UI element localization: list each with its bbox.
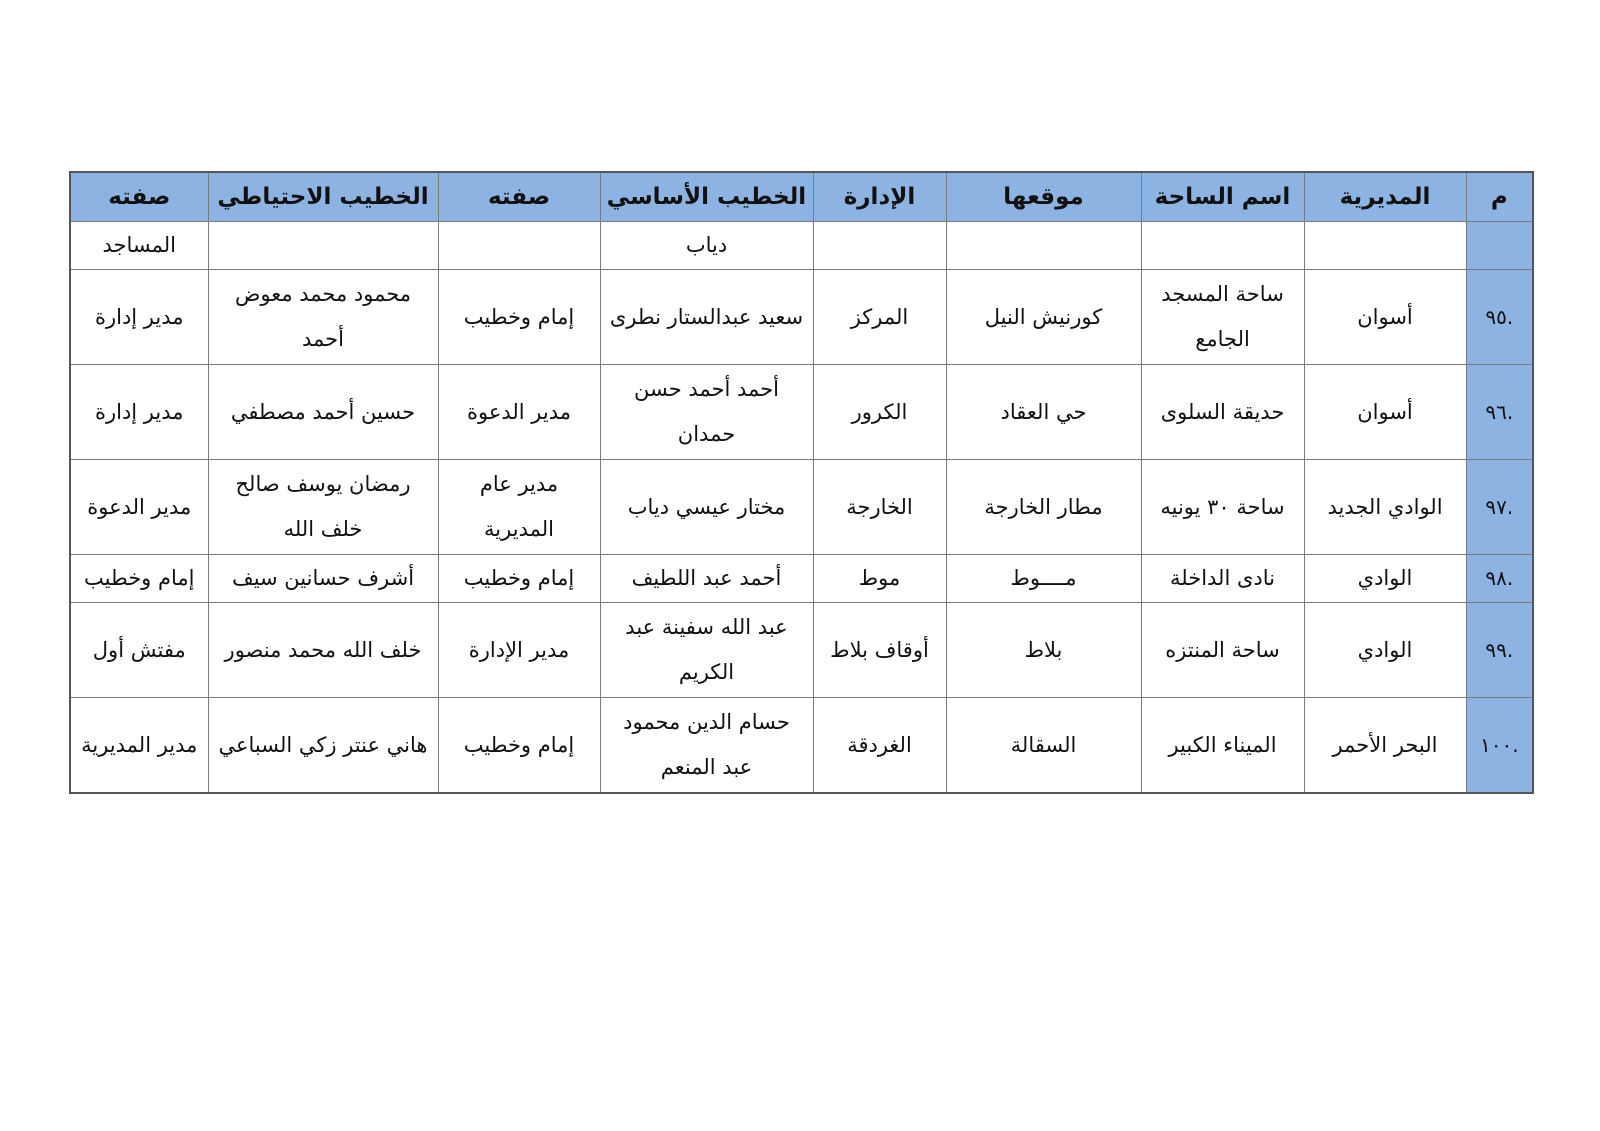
cell-backup-role: المساجد [70,222,208,270]
cell-directorate: الوادي [1304,555,1466,603]
document-page [69,171,1532,794]
cell-square [1141,222,1304,270]
cell-main-role: إمام وخطيب [438,270,600,365]
cell-administration: أوقاف بلاط [813,603,946,698]
cell-backup-preacher: خلف الله محمد منصور [208,603,438,698]
cell-backup-role: إمام وخطيب [70,555,208,603]
cell-main-preacher: أحمد عبد اللطيف [600,555,813,603]
cell-backup-role: مفتش أول [70,603,208,698]
cell-square: حديقة السلوى [1141,365,1304,460]
cell-main-preacher: عبد الله سفينة عبد الكريم [600,603,813,698]
cell-main-role: مدير عام المديرية [438,460,600,555]
cell-administration: الكرور [813,365,946,460]
cell-main-role: إمام وخطيب [438,698,600,794]
cell-directorate: أسوان [1304,365,1466,460]
header-num: م [1466,172,1533,222]
cell-backup-role: مدير المديرية [70,698,208,794]
table-row [70,460,1533,555]
cell-backup-preacher: محمود محمد معوض أحمد [208,270,438,365]
cell-location: مطار الخارجة [946,460,1141,555]
cell-location: حي العقاد [946,365,1141,460]
cell-directorate [1304,222,1466,270]
cell-main-role: مدير الإدارة [438,603,600,698]
preachers-schedule-table [69,171,1534,794]
cell-backup-preacher: أشرف حسانين سيف [208,555,438,603]
cell-administration: المركز [813,270,946,365]
header-location: موقعها [946,172,1141,222]
cell-location [946,222,1141,270]
header-directorate: المديرية [1304,172,1466,222]
cell-backup-role: مدير الدعوة [70,460,208,555]
cell-location: مــــوط [946,555,1141,603]
cell-backup-preacher: هاني عنتر زكي السباعي [208,698,438,794]
cell-location: بلاط [946,603,1141,698]
table-header-row [70,172,1533,222]
cell-num: .١٠٠ [1466,698,1533,794]
cell-administration: الخارجة [813,460,946,555]
header-main-preacher: الخطيب الأساسي [600,172,813,222]
header-main-role: صفته [438,172,600,222]
cell-square: الميناء الكبير [1141,698,1304,794]
cell-main-role: إمام وخطيب [438,555,600,603]
cell-backup-preacher [208,222,438,270]
table-row [70,365,1533,460]
cell-backup-role: مدير إدارة [70,270,208,365]
cell-num: .٩٥ [1466,270,1533,365]
cell-location: كورنيش النيل [946,270,1141,365]
cell-main-preacher: مختار عيسي دياب [600,460,813,555]
cell-num [1466,222,1533,270]
cell-main-role [438,222,600,270]
cell-square: ساحة المنتزه [1141,603,1304,698]
cell-administration: موط [813,555,946,603]
cell-directorate: أسوان [1304,270,1466,365]
cell-backup-preacher: رمضان يوسف صالح خلف الله [208,460,438,555]
table-row [70,603,1533,698]
table-row [70,698,1533,794]
cell-square: نادى الداخلة [1141,555,1304,603]
cell-backup-role: مدير إدارة [70,365,208,460]
cell-directorate: الوادي [1304,603,1466,698]
cell-main-role: مدير الدعوة [438,365,600,460]
cell-square: ساحة المسجد الجامع [1141,270,1304,365]
table-row [70,555,1533,603]
cell-backup-preacher: حسين أحمد مصطفي [208,365,438,460]
cell-administration: الغردقة [813,698,946,794]
cell-administration [813,222,946,270]
header-administration: الإدارة [813,172,946,222]
cell-location: السقالة [946,698,1141,794]
cell-main-preacher: دياب [600,222,813,270]
header-backup-role: صفته [70,172,208,222]
table-row-continuation [70,222,1533,270]
cell-num: .٩٦ [1466,365,1533,460]
cell-main-preacher: أحمد أحمد حسن حمدان [600,365,813,460]
cell-num: .٩٨ [1466,555,1533,603]
cell-main-preacher: حسام الدين محمود عبد المنعم [600,698,813,794]
cell-directorate: الوادي الجديد [1304,460,1466,555]
cell-num: .٩٩ [1466,603,1533,698]
header-backup-preacher: الخطيب الاحتياطي [208,172,438,222]
cell-directorate: البحر الأحمر [1304,698,1466,794]
cell-main-preacher: سعيد عبدالستار نطرى [600,270,813,365]
cell-square: ساحة ٣٠ يونيه [1141,460,1304,555]
cell-num: .٩٧ [1466,460,1533,555]
table-row [70,270,1533,365]
header-square: اسم الساحة [1141,172,1304,222]
